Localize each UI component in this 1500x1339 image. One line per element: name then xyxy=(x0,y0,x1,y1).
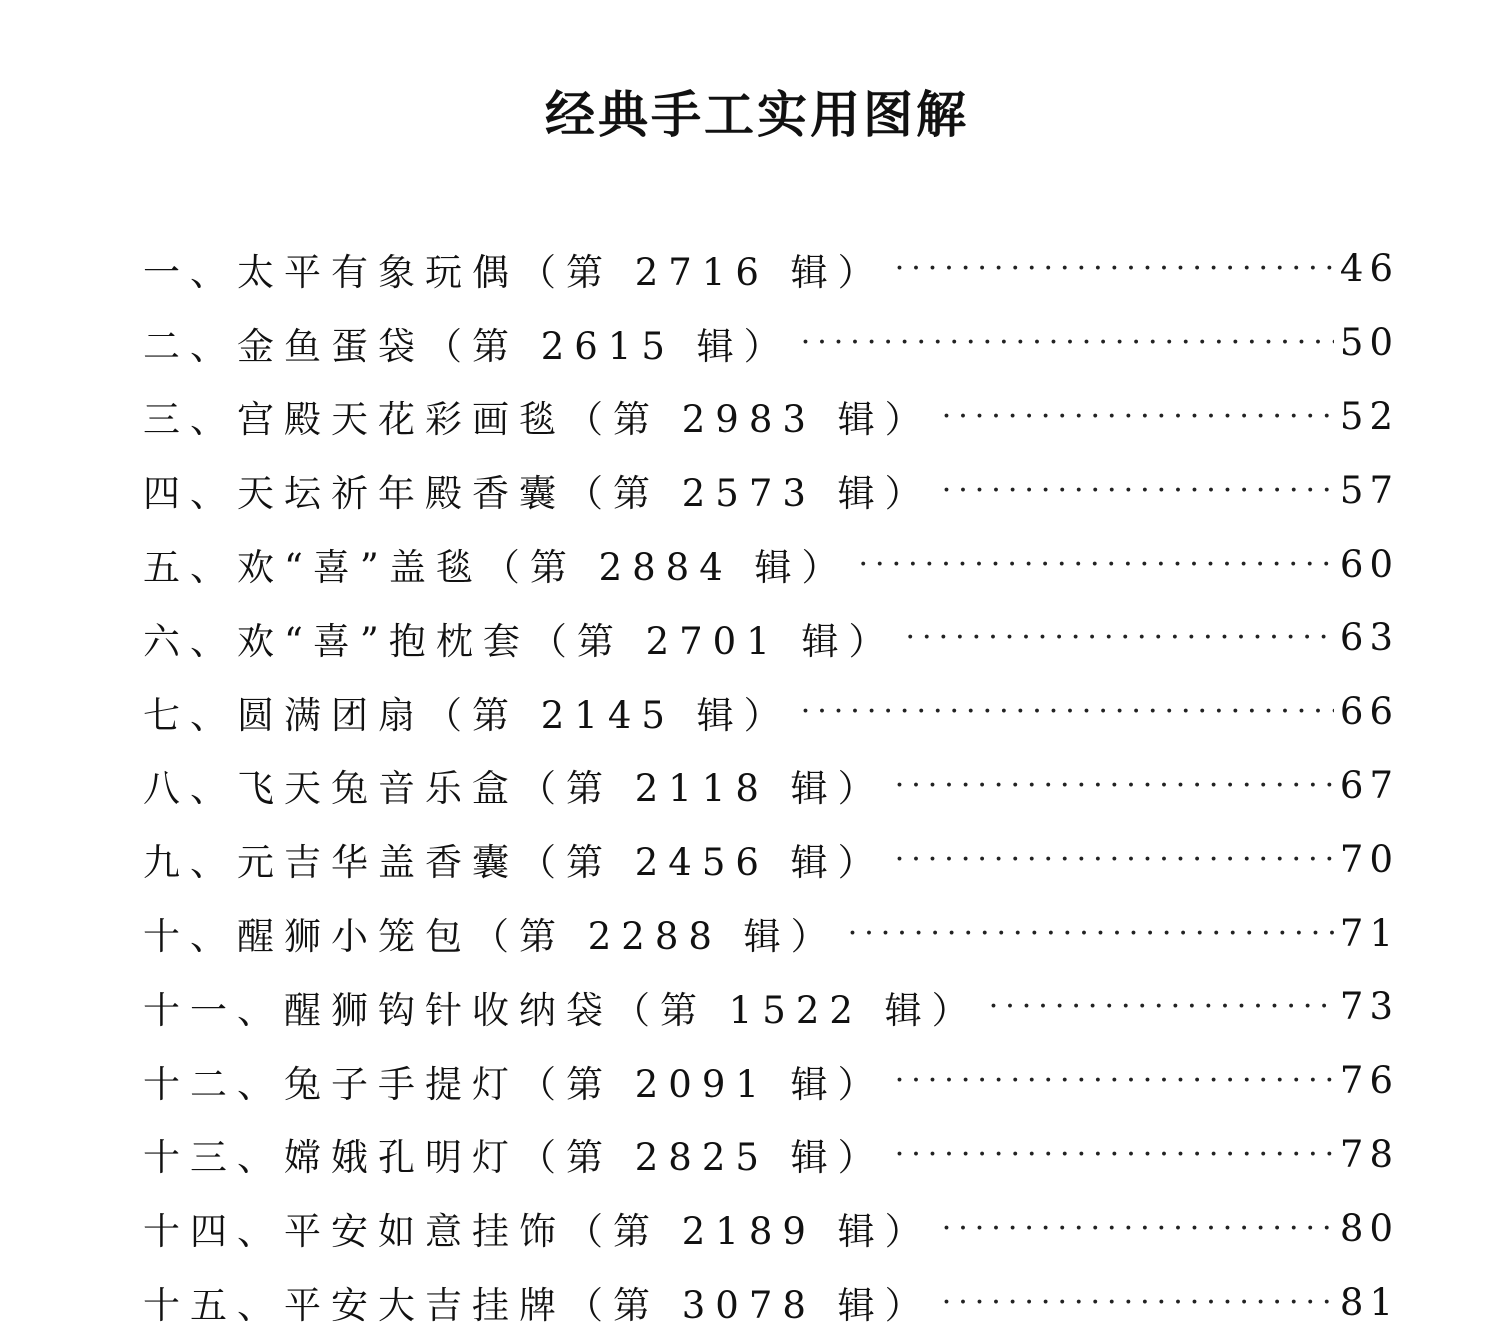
toc-entry[interactable] xyxy=(143,675,1399,749)
toc-entry-label: 四、天坛祈年殿香囊（第 2573 辑） xyxy=(143,472,932,516)
toc-entry-label: 十一、醒狮钩针收纳袋（第 1522 辑） xyxy=(143,988,979,1032)
toc-entry[interactable] xyxy=(143,1044,1399,1118)
dot-leader xyxy=(906,620,1334,655)
toc-entry[interactable] xyxy=(143,527,1399,601)
toc-entry-page: 57 xyxy=(1339,468,1399,512)
toc-entry-page: 66 xyxy=(1339,690,1399,734)
toc-entry-page: 67 xyxy=(1339,763,1399,807)
toc-entry[interactable] xyxy=(143,601,1399,675)
toc-entry[interactable] xyxy=(143,306,1399,380)
toc-entry-label: 一、太平有象玩偶（第 2716 辑） xyxy=(143,250,885,294)
dot-leader xyxy=(942,473,1334,508)
dot-leader xyxy=(942,399,1334,434)
toc-entry[interactable] xyxy=(143,453,1399,527)
dot-leader xyxy=(895,768,1334,803)
toc-entry-page: 50 xyxy=(1339,321,1399,365)
toc-entry-label: 五、欢“喜”盖毯（第 2884 辑） xyxy=(143,546,849,590)
toc-entry-label: 十四、平安如意挂饰（第 2189 辑） xyxy=(143,1210,932,1254)
page-title: 经典手工实用图解 xyxy=(545,85,969,144)
toc-entry-page: 73 xyxy=(1339,985,1399,1029)
dot-leader xyxy=(895,1137,1334,1172)
toc-entry[interactable] xyxy=(143,749,1399,823)
toc-entry-page: 46 xyxy=(1339,247,1399,291)
toc-entry-page: 81 xyxy=(1339,1280,1399,1324)
toc-entry-page: 80 xyxy=(1339,1206,1399,1250)
toc-entry-label: 六、欢“喜”抱枕套（第 2701 辑） xyxy=(143,619,896,663)
dot-leader xyxy=(859,547,1334,582)
toc-entry[interactable] xyxy=(143,822,1399,896)
toc-entry-label: 三、宫殿天花彩画毯（第 2983 辑） xyxy=(143,398,932,442)
toc-entry[interactable] xyxy=(143,896,1399,970)
toc-entry[interactable] xyxy=(143,970,1399,1044)
toc-entry-page: 63 xyxy=(1339,616,1399,660)
dot-leader xyxy=(848,916,1334,951)
table-of-contents xyxy=(143,232,1399,1339)
toc-entry[interactable] xyxy=(143,380,1399,454)
dot-leader xyxy=(895,251,1334,286)
dot-leader xyxy=(801,694,1334,729)
toc-entry-label: 二、金鱼蛋袋（第 2615 辑） xyxy=(143,324,791,368)
toc-entry[interactable] xyxy=(143,1265,1399,1339)
dot-leader xyxy=(801,325,1334,360)
toc-entry-page: 70 xyxy=(1339,837,1399,881)
toc-entry[interactable] xyxy=(143,1118,1399,1192)
dot-leader xyxy=(942,1285,1334,1320)
toc-entry[interactable] xyxy=(143,1191,1399,1265)
toc-entry-label: 十五、平安大吉挂牌（第 3078 辑） xyxy=(143,1284,932,1328)
toc-entry-page: 52 xyxy=(1339,394,1399,438)
toc-entry-page: 60 xyxy=(1339,542,1399,586)
toc-entry-label: 七、圆满团扇（第 2145 辑） xyxy=(143,693,791,737)
toc-entry-page: 76 xyxy=(1339,1059,1399,1103)
toc-entry-label: 九、元吉华盖香囊（第 2456 辑） xyxy=(143,841,885,885)
dot-leader xyxy=(895,842,1334,877)
toc-entry-label: 十三、嫦娥孔明灯（第 2825 辑） xyxy=(143,1136,885,1180)
dot-leader xyxy=(989,989,1334,1024)
dot-leader xyxy=(942,1211,1334,1246)
toc-entry[interactable] xyxy=(143,232,1399,306)
toc-entry-page: 71 xyxy=(1339,911,1399,955)
toc-entry-page: 78 xyxy=(1339,1132,1399,1176)
toc-entry-label: 八、飞天兔音乐盒（第 2118 辑） xyxy=(143,767,885,811)
dot-leader xyxy=(895,1063,1334,1098)
toc-entry-label: 十二、兔子手提灯（第 2091 辑） xyxy=(143,1062,885,1106)
toc-entry-label: 十、醒狮小笼包（第 2288 辑） xyxy=(143,915,838,959)
